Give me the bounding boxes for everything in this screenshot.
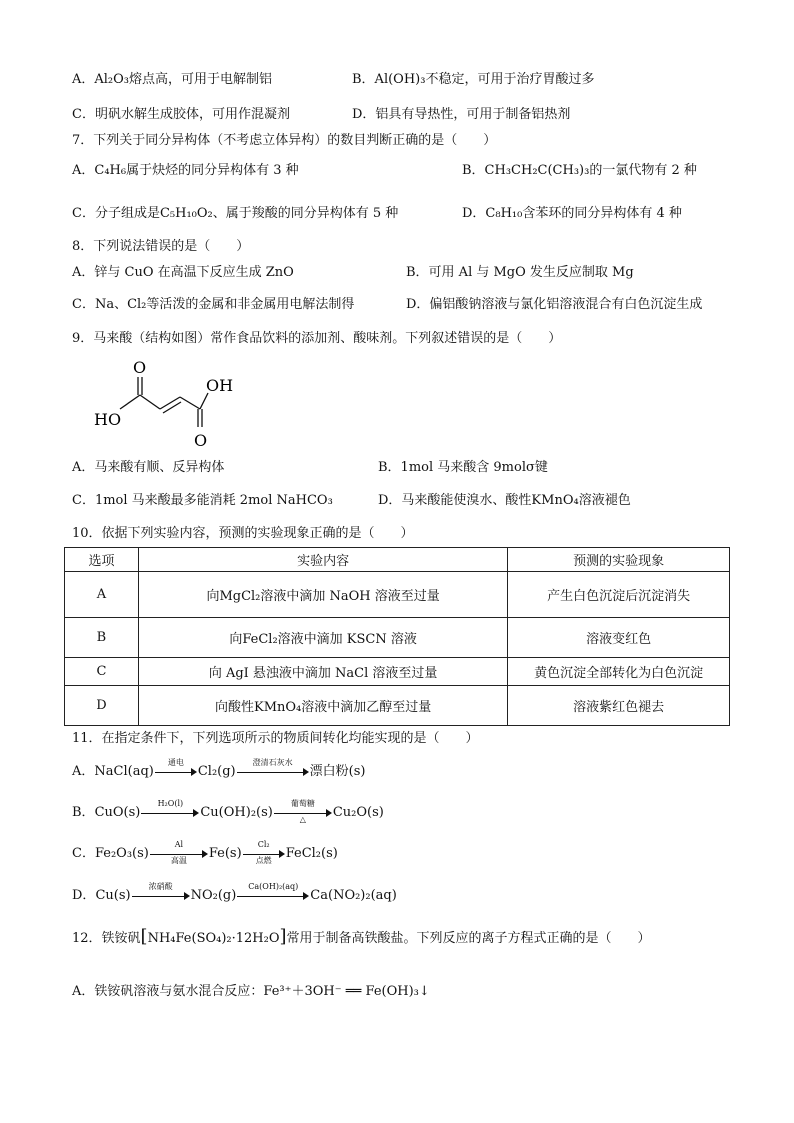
q11-option-d: D．Cu(s) 浓硝酸 NO₂(g) Ca(OH)₂(aq) Ca(NO₂)₂(aq): [72, 881, 397, 903]
q6-option-a: A．Al₂O₃熔点高，可用于电解制铝: [72, 72, 273, 87]
struct-o-top: O: [133, 358, 147, 377]
cell-phenomenon: 产生白色沉淀后沉淀消失: [508, 572, 730, 618]
q7-option-b: B．CH₃CH₂C(CH₃)₃的一氯代物有 2 种: [462, 163, 697, 178]
reaction-arrow: Cl₂ 点燃: [243, 847, 285, 861]
q8-stem: 8．下列说法错误的是（ ）: [72, 239, 250, 254]
q8-option-d: D．偏铝酸钠溶液与氯化铝溶液混合有白色沉淀生成: [406, 297, 703, 312]
q12-option-a: A．铁铵矾溶液与氨水混合反应：Fe³⁺＋3OH⁻ ══ Fe(OH)₃↓: [72, 984, 430, 999]
q8-option-b: B．可用 Al 与 MgO 发生反应制取 Mg: [406, 265, 634, 280]
q9-stem: 9．马来酸（结构如图）常作食品饮料的添加剂、酸味剂。下列叙述错误的是（ ）: [72, 331, 562, 346]
cell-option: B: [65, 618, 139, 658]
q12-formula: NH₄Fe(SO₄)₂·12H₂O: [147, 931, 280, 946]
q6-option-b: B．Al(OH)₃不稳定，可用于治疗胃酸过多: [352, 72, 595, 87]
cell-phenomenon: 溶液紫红色褪去: [508, 686, 730, 726]
q7-stem: 7．下列关于同分异构体（不考虑立体异构）的数目判断正确的是（ ）: [72, 133, 497, 148]
table-header-row: [65, 548, 730, 572]
reaction-arrow: H₂O(l): [141, 806, 199, 820]
struct-oh-right: OH: [206, 376, 234, 395]
header-content: 实验内容: [138, 548, 507, 572]
experiment-table: [64, 547, 730, 726]
q11-option-b: B．CuO(s) H₂O(l) Cu(OH)₂(s) 葡萄糖 △ Cu₂O(s): [72, 798, 384, 824]
table-row: [65, 572, 730, 618]
cell-phenomenon: 黄色沉淀全部转化为白色沉淀: [508, 658, 730, 686]
q8-option-a: A．锌与 CuO 在高温下反应生成 ZnO: [72, 265, 294, 280]
cell-content: 向FeCl₂溶液中滴加 KSCN 溶液: [138, 618, 507, 658]
reaction-arrow: Ca(OH)₂(aq): [237, 889, 309, 903]
q6-option-d: D．铝具有导热性，可用于制备铝热剂: [352, 107, 571, 122]
q11-option-a: A．NaCl(aq) 通电 Cl₂(g) 澄清石灰水 漂白粉(s): [72, 757, 366, 779]
cell-option: D: [65, 686, 139, 726]
cell-option: C: [65, 658, 139, 686]
cell-content: 向 AgI 悬浊液中滴加 NaCl 溶液至过量: [138, 658, 507, 686]
q7-option-c: C．分子组成是C₅H₁₀O₂、属于羧酸的同分异构体有 5 种: [72, 206, 399, 221]
table-row: [65, 686, 730, 726]
reaction-arrow: Al 高温: [150, 847, 208, 861]
q11-option-c: C．Fe₂O₃(s) Al 高温 Fe(s) Cl₂ 点燃 FeCl₂(s): [72, 839, 338, 865]
q9-option-d: D．马来酸能使溴水、酸性KMnO₄溶液褪色: [378, 493, 631, 508]
q9-option-a: A．马来酸有顺、反异构体: [72, 460, 225, 475]
q9-option-b: B．1mol 马来酸含 9molσ键: [378, 460, 548, 475]
table-row: [65, 658, 730, 686]
cell-content: 向MgCl₂溶液中滴加 NaOH 溶液至过量: [138, 572, 507, 618]
table-row: [65, 618, 730, 658]
q9-option-c: C．1mol 马来酸最多能消耗 2mol NaHCO₃: [72, 493, 333, 508]
q7-option-d: D．C₈H₁₀含苯环的同分异构体有 4 种: [462, 206, 682, 221]
reaction-arrow: 葡萄糖 △: [274, 806, 332, 820]
q6-option-c: C．明矾水解生成胶体，可用作混凝剂: [72, 107, 290, 122]
struct-o-bottom: O: [194, 431, 208, 450]
cell-content: 向酸性KMnO₄溶液中滴加乙醇至过量: [138, 686, 507, 726]
cell-phenomenon: 溶液变红色: [508, 618, 730, 658]
cell-option: A: [65, 572, 139, 618]
q7-option-a: A．C₄H₆属于炔烃的同分异构体有 3 种: [72, 163, 299, 178]
struct-ho-left: HO: [94, 410, 122, 429]
q10-stem: 10．依据下列实验内容，预测的实验现象正确的是（ ）: [72, 526, 414, 541]
q8-option-c: C．Na、Cl₂等活泼的金属和非金属用电解法制得: [72, 297, 355, 312]
q11-stem: 11．在指定条件下，下列选项所示的物质间转化均能实现的是（ ）: [72, 731, 479, 746]
reaction-arrow: 浓硝酸: [132, 889, 190, 903]
header-option: 选项: [65, 548, 139, 572]
maleic-acid-structure: [88, 355, 268, 455]
header-phenomenon: 预测的实验现象: [508, 548, 730, 572]
reaction-arrow: 澄清石灰水: [237, 765, 309, 779]
q12-stem: 12．铁铵矾[NH₄Fe(SO₄)₂·12H₂O]常用于制备高铁酸盐。下列反应的离子方程式正确的是（ ）: [72, 926, 651, 947]
reaction-arrow: 通电: [155, 765, 197, 779]
